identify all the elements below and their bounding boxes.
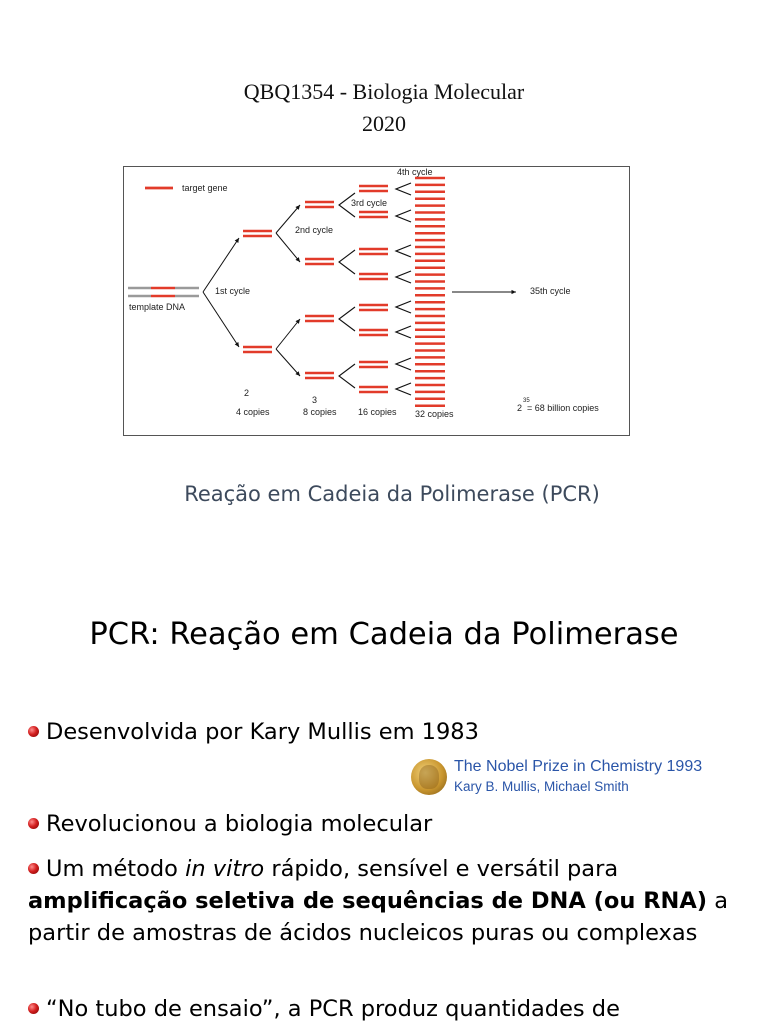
cycle-label-2: 2nd cycle [295,225,334,235]
bullet-text: Revolucionou a biologia molecular [46,811,433,837]
bullet-dot-icon [28,863,39,874]
cycle-label-1: 1st cycle [215,286,251,296]
bullet-developed [28,716,728,748]
course-title: QBQ1354 - Biologia Molecular [243,79,525,104]
power-label-1: 2 [244,388,250,398]
nobel-prize-link[interactable] [411,757,741,797]
power-label-2: 3 [312,395,318,405]
cycle-label-3: 3rd cycle [351,198,388,208]
nobel-title[interactable]: The Nobel Prize in Chemistry 1993 [454,758,703,775]
bullet-text-bold: amplificação seletiva de sequências de DNA (ou RNA) [28,888,708,914]
figure-caption: Reação em Cadeia da Polimerase (PCR) [184,482,600,506]
legend-label: target gene [182,183,228,193]
bullet-dot-icon [28,818,39,829]
bullet-revolution [28,808,728,840]
copies-label-2: 8 copies [303,407,337,417]
bullet-text-c: a partir de amostras de ácidos nucleicos puras ou complexas [28,888,729,946]
bullet-text-b: rápido, sensível e versátil para [264,856,619,882]
bullet-dot-icon [28,726,39,737]
final-power: 35 [523,398,530,404]
cycle-label-4: 4th cycle [397,167,433,177]
bullet-text-italic: in vitro [185,856,265,882]
nobel-laureates: Kary B. Mullis, Michael Smith [454,779,629,794]
copies-label-3: 16 copies [358,407,397,417]
bullet-test-tube [28,993,728,1025]
bullet-dot-icon [28,1003,39,1014]
final-base: 2 [517,403,523,413]
pcr-cycle-diagram [123,166,630,436]
bullet-text: “No tubo de ensaio”, a PCR produz quantidades de [46,996,620,1022]
bullet-text: Desenvolvida por Kary Mullis em 1983 [46,719,479,745]
copies-label-4: 32 copies [415,409,454,419]
nobel-medal-icon [411,759,447,795]
bullet-method [28,853,728,949]
copies-label-1: 4 copies [236,407,270,417]
cycle-label-35: 35th cycle [530,286,571,296]
course-year: 2020 [362,111,406,136]
bullet-text-a: Um método [46,856,186,882]
final-copies-label: = 68 billion copies [527,403,599,413]
template-label: template DNA [129,302,186,312]
slide-title: PCR: Reação em Cadeia da Polimerase [89,617,679,652]
